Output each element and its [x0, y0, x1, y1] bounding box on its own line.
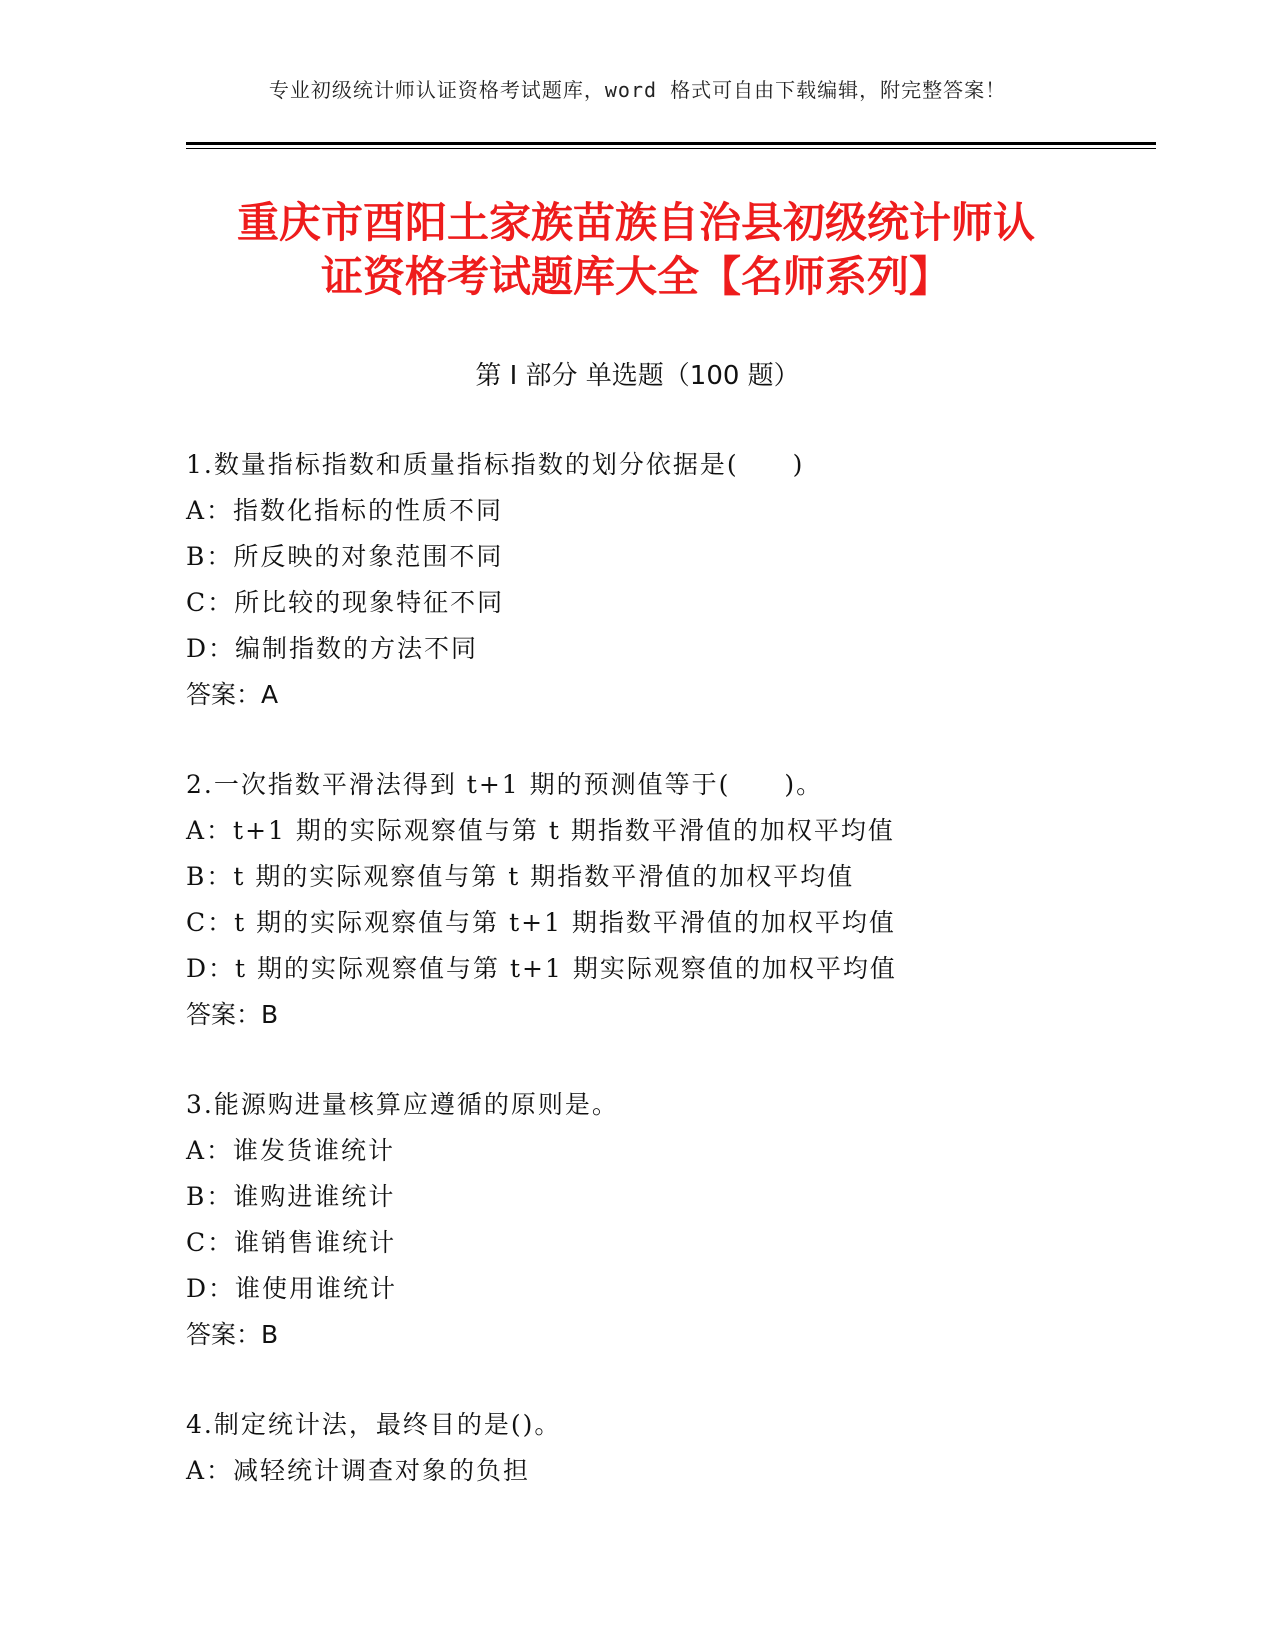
- question-stem: 1.数量指标指数和质量指标指数的划分依据是( ): [186, 450, 805, 479]
- document-title-line-1: 重庆市酉阳土家族苗族自治县初级统计师认: [236, 198, 1035, 247]
- header-rule-thick: [186, 142, 1156, 145]
- option-a: A：减轻统计调查对象的负担: [186, 1456, 531, 1485]
- option-b: B：谁购进谁统计: [186, 1182, 396, 1211]
- option-b: B：所反映的对象范围不同: [186, 542, 504, 571]
- option-b: B：t 期的实际观察值与第 t 期指数平滑值的加权平均值: [186, 862, 855, 891]
- document-title-line-2: 证资格考试题库大全【名师系列】: [320, 252, 951, 301]
- question-stem: 2.一次指数平滑法得到 t+1 期的预测值等于( )。: [186, 770, 824, 799]
- option-d: D：t 期的实际观察值与第 t+1 期实际观察值的加权平均值: [186, 954, 897, 983]
- option-a: A：t+1 期的实际观察值与第 t 期指数平滑值的加权平均值: [186, 816, 895, 845]
- question-3: [186, 1082, 1146, 1402]
- question-2: [186, 762, 1146, 1082]
- option-a: A：指数化指标的性质不同: [186, 496, 504, 525]
- option-c: C：t 期的实际观察值与第 t+1 期指数平滑值的加权平均值: [186, 908, 896, 937]
- answer: 答案：B: [186, 1320, 279, 1349]
- option-d: D：谁使用谁统计: [186, 1274, 398, 1303]
- question-4: [186, 1402, 1146, 1650]
- option-d: D：编制指数的方法不同: [186, 634, 479, 663]
- question-stem: 4.制定统计法，最终目的是()。: [186, 1410, 562, 1439]
- option-c: C：所比较的现象特征不同: [186, 588, 505, 617]
- question-stem: 3.能源购进量核算应遵循的原则是。: [186, 1090, 619, 1119]
- option-a: A：谁发货谁统计: [186, 1136, 396, 1165]
- section-title: 第 I 部分 单选题（100 题）: [475, 361, 800, 391]
- header-note: 专业初级统计师认证资格考试题库，word 格式可自由下载编辑，附完整答案！: [268, 78, 1007, 102]
- answer: 答案：B: [186, 1000, 279, 1029]
- answer: 答案：A: [186, 680, 279, 709]
- document-title: [186, 196, 1086, 304]
- question-list: [186, 442, 1146, 1650]
- option-c: C：谁销售谁统计: [186, 1228, 397, 1257]
- question-1: [186, 442, 1146, 762]
- header-rule-thin: [186, 148, 1156, 149]
